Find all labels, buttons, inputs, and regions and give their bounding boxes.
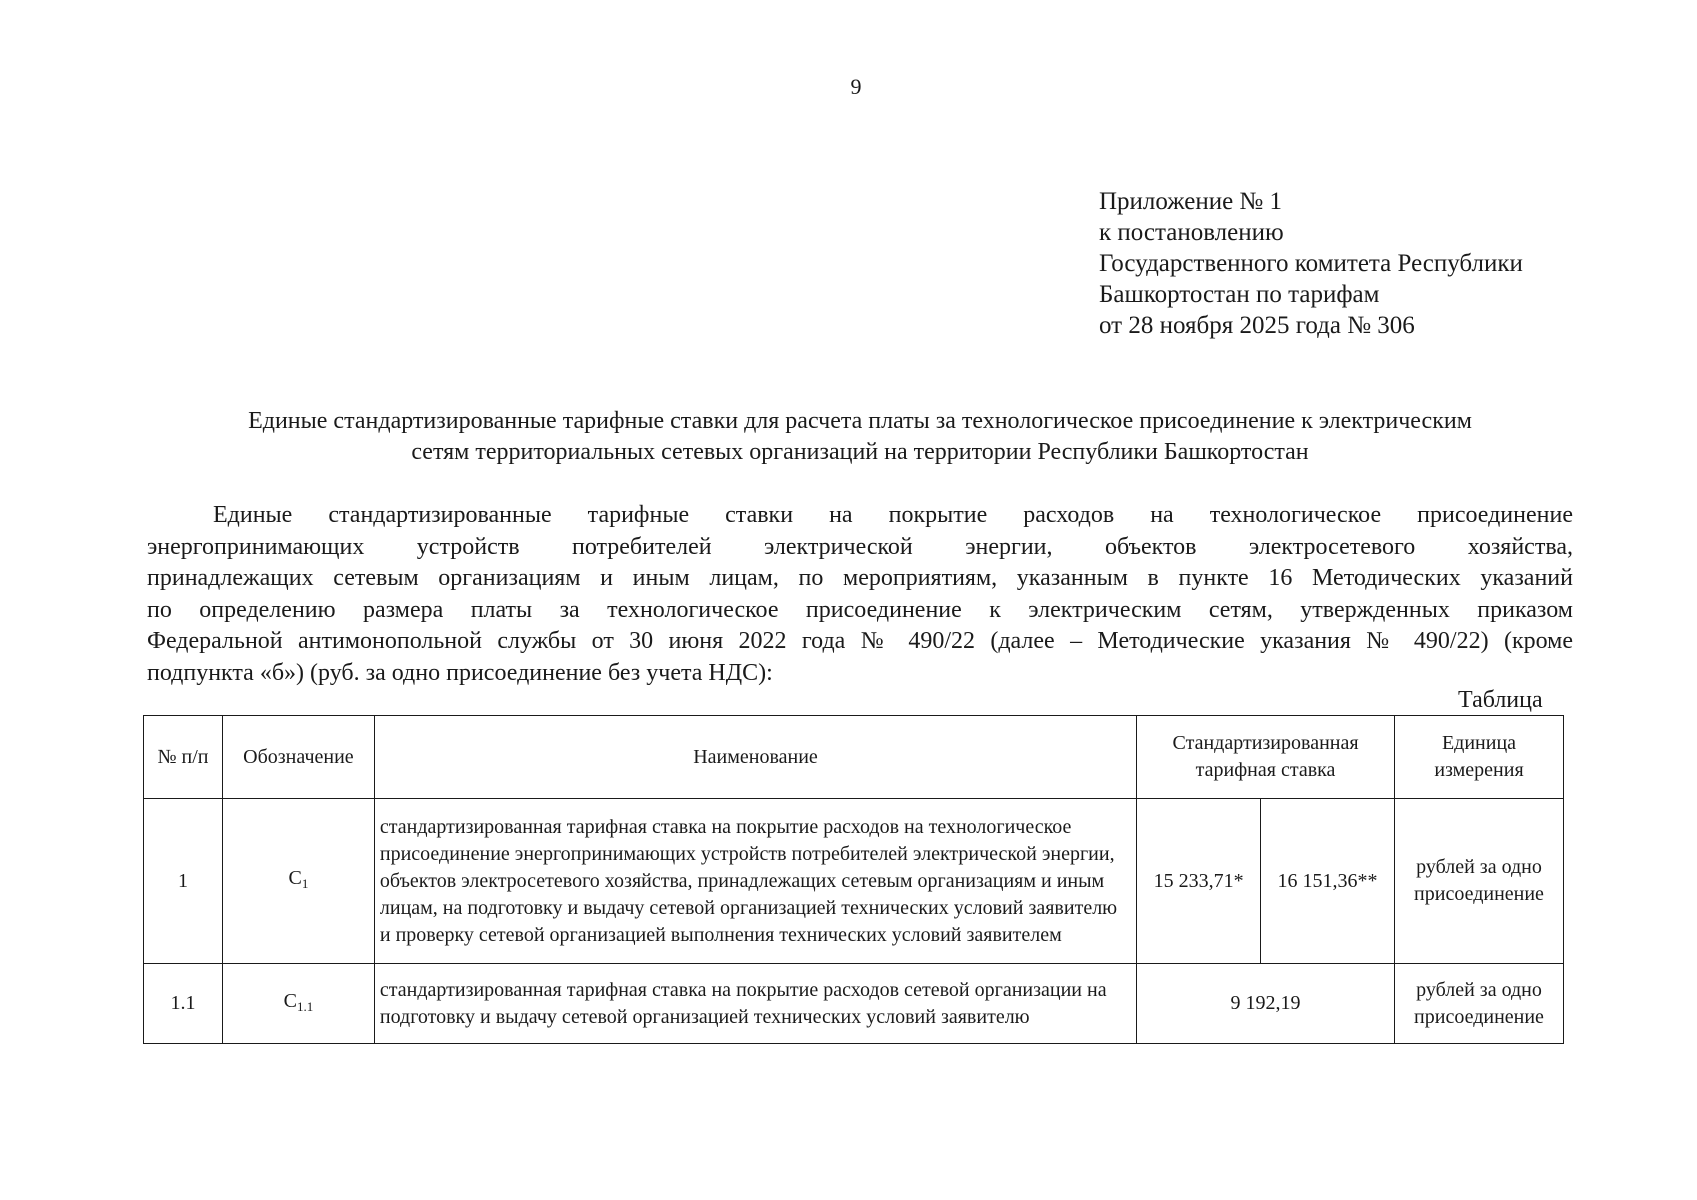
title-line: сетям территориальных сетевых организаций на территории Республики Башкортостан <box>411 439 1309 465</box>
appendix-line: от 28 ноября 2025 года № 306 <box>1099 312 1415 339</box>
intro-line: энергопринимающих устройств потребителей электрической энергии, объектов электросетевого хозяйства, <box>147 533 1573 560</box>
header-num: № п/п <box>144 716 223 799</box>
designation-symbol: C <box>288 867 302 889</box>
table-row <box>144 964 1564 1044</box>
appendix-line: Башкортостан по тарифам <box>1099 281 1380 308</box>
designation-subscript: 1.1 <box>296 998 314 1014</box>
row-rate: 9 192,19 <box>1137 964 1395 1044</box>
table-header-row <box>144 716 1564 799</box>
row-rate-first: 15 233,71* <box>1137 799 1261 964</box>
row-unit: рублей за одно присоединение <box>1395 799 1564 964</box>
appendix-line: Государственного комитета Республики <box>1099 250 1523 277</box>
document-title <box>140 406 1580 468</box>
intro-paragraph <box>147 500 1573 689</box>
intro-line: Федеральной антимонопольной службы от 30 июня 2022 года № 490/22 (далее – Методические указания № 490/22) (кроме <box>147 628 1573 654</box>
intro-line: подпункта «б») (руб. за одно присоединение без учета НДС): <box>147 659 773 686</box>
row-designation <box>222 799 374 964</box>
page-number: 9 <box>850 74 862 99</box>
row-designation <box>222 964 374 1044</box>
row-num: 1.1 <box>144 964 223 1044</box>
appendix-line: Приложение № 1 <box>1099 188 1283 215</box>
row-rate-second: 16 151,36** <box>1261 799 1395 964</box>
designation-symbol: C <box>283 989 297 1012</box>
designation-subscript: 1 <box>301 876 309 891</box>
header-designation: Обозначение <box>222 716 374 799</box>
intro-line: по определению размера платы за технологическое присоединение к электрическим сетям, утвержденных приказом <box>147 596 1573 623</box>
intro-line: Единые стандартизированные тарифные ставки на покрытие расходов на технологическое присоединение <box>213 502 1573 528</box>
tariff-table <box>143 715 1564 1044</box>
intro-line: принадлежащих сетевым организациям и иным лицам, по мероприятиям, указанным в пункте 16 Методических указаний <box>147 565 1573 591</box>
row-name: стандартизированная тарифная ставка на покрытие расходов на технологическое присоединение энергопринимающих устройств потребителей электрической энергии, объектов электросетевого хозяйства, принадлежащих сетевым организациям и иным лицам, на подготовку и выдачу сетевой организацией технических условий заявителю и проверку сетевой организацией выполнения технических условий заявителем <box>374 799 1136 964</box>
table-caption: Таблица <box>1458 687 1543 713</box>
header-rate: Стандартизированная тарифная ставка <box>1137 716 1395 799</box>
table-row <box>144 799 1564 964</box>
row-name: стандартизированная тарифная ставка на покрытие расходов сетевой организации на подготовку и выдачу сетевой организацией технических условий заявителю <box>374 964 1136 1044</box>
title-line: Единые стандартизированные тарифные ставки для расчета платы за технологическое присоединение к электрическим <box>248 408 1472 434</box>
row-unit: рублей за одно присоединение <box>1395 964 1564 1044</box>
appendix-line: к постановлению <box>1099 219 1284 246</box>
header-name: Наименование <box>374 716 1136 799</box>
appendix-block <box>1099 186 1523 341</box>
row-num: 1 <box>144 799 223 964</box>
header-unit: Единица измерения <box>1395 716 1564 799</box>
